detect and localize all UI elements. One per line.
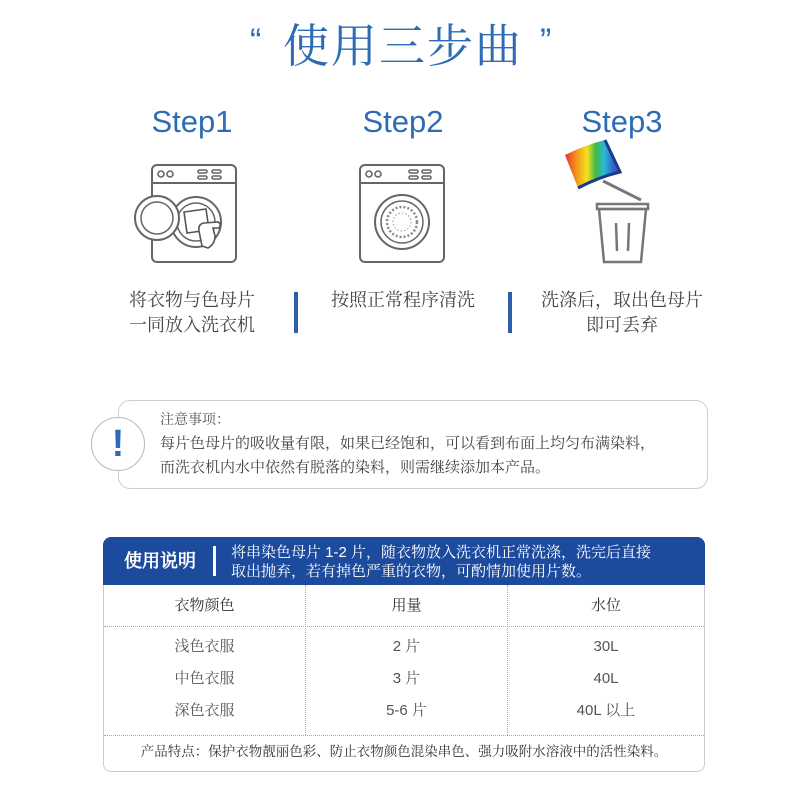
table-cell: 5-6 片	[386, 702, 427, 719]
step-1-description-line: 将衣物与色母片	[129, 290, 255, 310]
instructions-divider	[213, 546, 216, 576]
title-close-quote: ”	[540, 22, 552, 60]
table-cell: 40L	[593, 670, 619, 687]
step-1-description	[92, 288, 292, 338]
table-cell: 深色衣服	[174, 702, 235, 719]
door	[375, 195, 429, 249]
control-panel	[158, 170, 221, 179]
trash-bin-icon	[555, 135, 655, 267]
table-cell: 浅色衣服	[174, 638, 235, 655]
title-open-quote: “	[250, 22, 262, 60]
step-divider	[508, 292, 512, 333]
table-cell: 30L	[593, 638, 619, 655]
control-panel	[366, 170, 431, 179]
notice-heading: 注意事项：	[160, 411, 230, 427]
notice-line: 而洗衣机内水中依然有脱落的染料，则需继续添加本产品。	[160, 459, 551, 476]
bin	[597, 181, 648, 262]
step-1-label: Step1	[151, 104, 233, 139]
table-cell: 40L 以上	[576, 702, 636, 719]
exclamation-icon	[91, 417, 145, 471]
page-title: 使用三步曲	[283, 20, 523, 72]
step-2-label: Step2	[362, 104, 444, 139]
washing-machine-open-icon	[128, 160, 242, 268]
washing-machine-icon	[355, 160, 450, 268]
step-3-label: Step3	[581, 104, 663, 139]
step-3-description-line: 洗涤后，取出色母片	[541, 290, 703, 310]
step-1-description-line: 一同放入洗衣机	[129, 315, 255, 335]
table-cell: 3 片	[392, 670, 421, 687]
hand-with-sheet	[184, 209, 220, 248]
instructions-line: 取出抛弃，若有掉色严重的衣物，可酌情加使用片数。	[231, 563, 592, 580]
table-header-water-level: 水位	[590, 597, 621, 614]
exclamation-mark: !	[111, 423, 125, 465]
step-3-description-line: 即可丢弃	[586, 315, 658, 335]
step-3-description	[522, 288, 722, 338]
product-features: 产品特点：保护衣物靓丽色彩、防止衣物颜色混染串色、强力吸附水溶液中的活性染料。	[140, 744, 668, 759]
table-row-divider	[104, 735, 704, 736]
notice-line: 每片色母片的吸收量有限，如果已经饱和，可以看到布面上均匀布满染料，	[160, 435, 656, 452]
table-cell: 2 片	[392, 638, 421, 655]
instructions-label: 使用说明	[124, 551, 196, 571]
open-door	[135, 196, 179, 240]
instructions-line: 将串染色母片 1-2 片，随衣物放入洗衣机正常洗涤，洗完后直接	[231, 544, 652, 561]
table-cell: 中色衣服	[174, 670, 235, 687]
table-header-amount: 用量	[391, 597, 422, 614]
color-sheet	[565, 140, 620, 188]
table-header-color: 衣物颜色	[174, 597, 235, 614]
step-2-description-line: 按照正常程序清洗	[331, 290, 475, 310]
table-row-divider	[104, 626, 704, 627]
step-divider	[294, 292, 298, 333]
step-2-description	[303, 288, 503, 313]
